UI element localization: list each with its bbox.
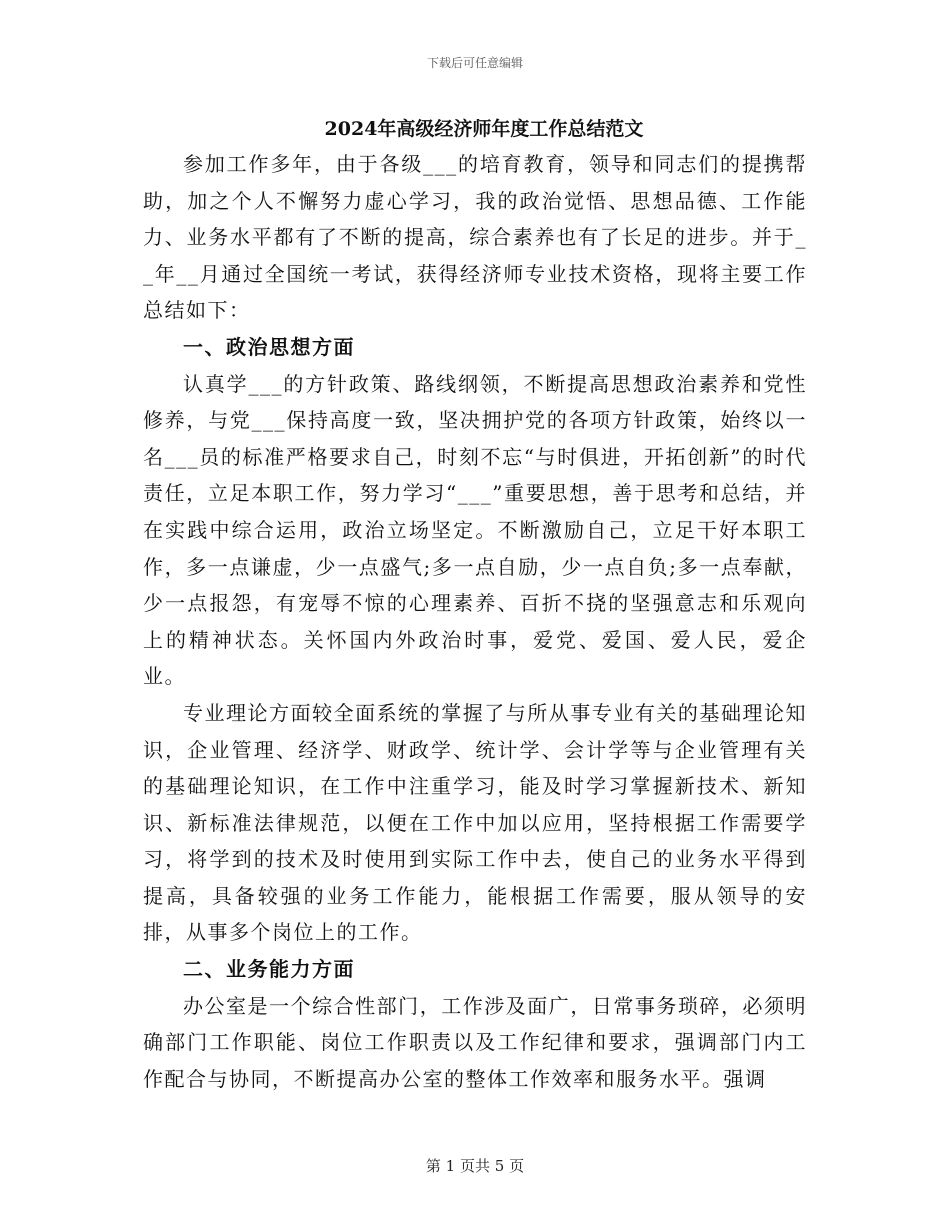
- section-heading-business: 二、业务能力方面: [183, 957, 355, 982]
- page-header: 下载后可任意编辑: [426, 56, 523, 70]
- business-paragraph: 办公室是一个综合性部门，工作涉及面广，日常事务琐碎，必须明确部门工作职能、岗位工作职责以及工作纪律和要求，强调部门内工作配合与协同，不断提高办公室的整体工作效率和服务水平。强调: [143, 993, 807, 1091]
- intro-paragraph: 参加工作多年，由于各级___的培育教育，领导和同志们的提携帮助，加之个人不懈努力虚心学习，我的政治觉悟、思想品德、工作能力、业务水平都有了不断的提高，综合素养也有了长足的进步。并于__年__月通过全国统一考试，获得经济师专业技术资格，现将主要工作总结如下：: [143, 152, 807, 323]
- theory-paragraph: 专业理论方面较全面系统的掌握了与所从事专业有关的基础理论知识，企业管理、经济学、财政学、统计学、会计学等与企业管理有关的基础理论知识，在工作中注重学习，能及时学习掌握新技术、新知识、新标准法律规范，以便在工作中加以应用，坚持根据工作需要学习，将学到的技术及时使用到实际工作中去，使自己的业务水平得到提高，具备较强的业务工作能力，能根据工作需要，服从领导的安排，从事多个岗位上的工作。: [143, 700, 807, 945]
- political-paragraph: 认真学___的方针政策、路线纲领，不断提高思想政治素养和党性修养，与党___保持高度一致，坚决拥护党的各项方针政策，始终以一名___员的标准严格要求自己，时刻不忘“与时俱进，开拓创新”的时代责任，立足本职工作，努力学习“___”重要思想，善于思考和总结，并在实践中综合运用，政治立场坚定。不断激励自己，立足干好本职工作，多一点谦虚，少一点盛气;多一点自励，少一点自负;多一点奉献，少一点报怨，有宠辱不惊的心理素养、百折不挠的坚强意志和乐观向上的精神状态。关怀国内外政治时事，爱党、爱国、爱人民，爱企业。: [143, 371, 807, 689]
- document-body: [143, 112, 807, 1097]
- document-title: 2024年高级经济师年度工作总结范文: [324, 118, 644, 140]
- section-heading-political: 一、政治思想方面: [183, 334, 355, 359]
- page-footer: 第 1 页共 5 页: [425, 1157, 525, 1175]
